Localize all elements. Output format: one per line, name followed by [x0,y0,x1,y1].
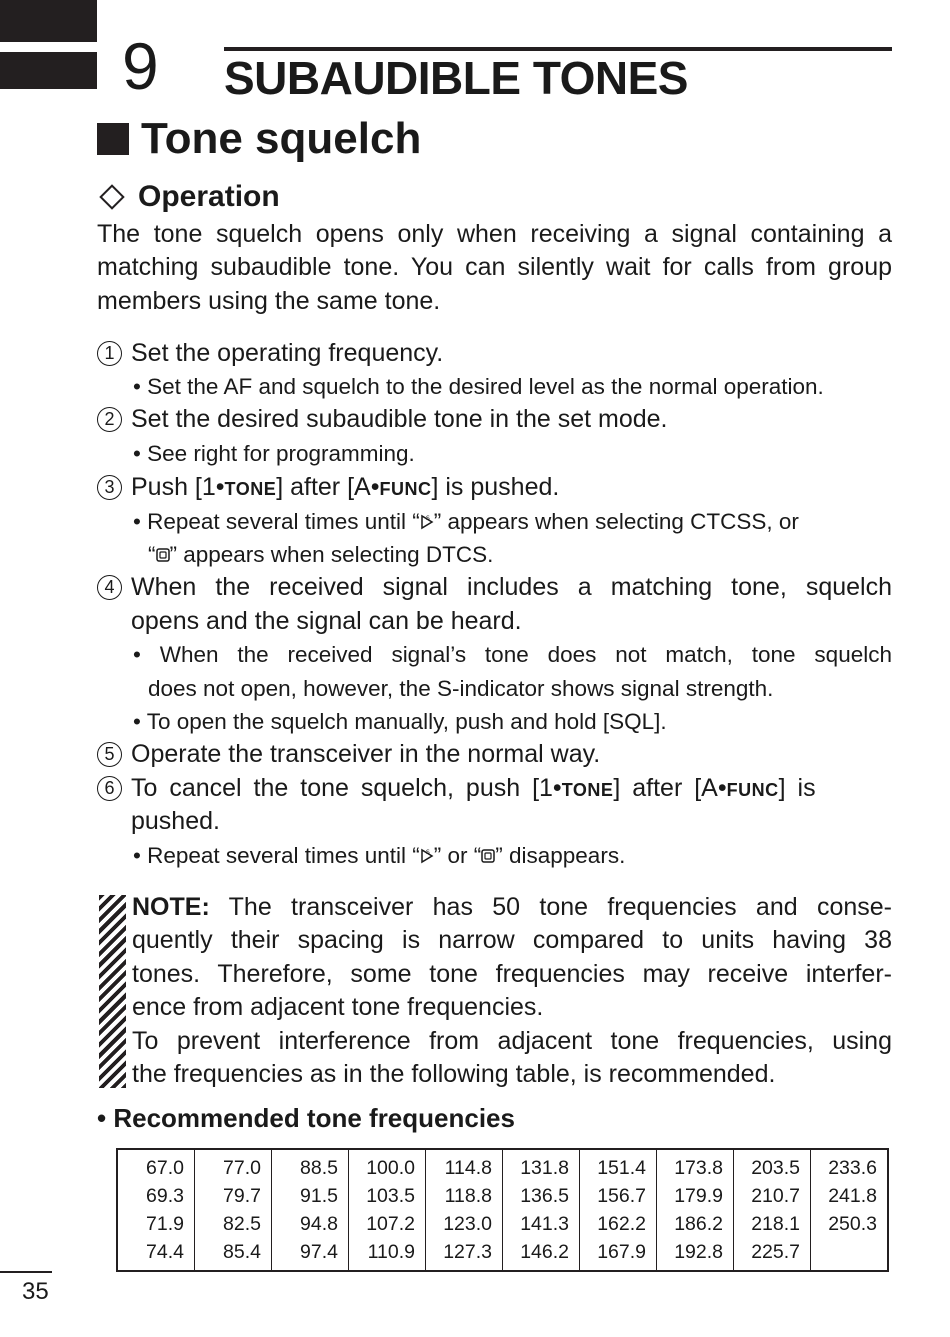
step-1-number: 1 [97,341,122,366]
step-4-sub-1: • When the received signal’s tone does not match, tone squelch [133,642,892,667]
table-cell: 203.5 [751,1157,800,1179]
table-cell: 88.5 [300,1157,338,1179]
table-column [811,1149,889,1271]
dtcs-icon [481,840,495,856]
table-cell-empty [815,1238,877,1266]
note-line-6: the frequencies as in the following table, is recommended. [132,1060,776,1088]
step-3-sub-1-a: • Repeat several times until “ [133,509,420,534]
table-column [349,1149,426,1271]
table-cell: 192.8 [674,1241,723,1263]
note-line-2: quently their spacing is narrow compared to units having 38 [132,926,892,954]
table-cell: 77.0 [223,1157,261,1179]
note-hatch-bar [99,895,126,1088]
step-6-text [131,772,816,808]
chapter-edge-tab-bottom [0,52,97,89]
table-cell: 118.8 [444,1185,492,1207]
step-4-number: 4 [97,575,122,600]
step-4-sub-2: does not open, however, the S-indicator shows signal strength. [148,676,774,701]
table-cell: 82.5 [223,1213,261,1235]
table-cell: 210.7 [751,1185,800,1207]
table-cell: 241.8 [828,1185,877,1207]
table-cell: 85.4 [223,1241,261,1263]
note-line-5: To prevent interference from adjacent tone frequencies, using [132,1027,892,1055]
table-cell: 100.0 [366,1157,415,1179]
table-cell: 233.6 [828,1157,877,1179]
step-2-text: Set the desired subaudible tone in the set mode. [131,405,668,433]
intro-line-3: members using the same tone. [97,287,441,315]
step-6-sub-1-b: ” or “ [433,843,482,868]
table-cell: 218.1 [751,1213,800,1235]
subsection-title: Operation [138,180,280,213]
tone-squelch-icon [420,506,434,522]
section-heading [97,116,421,162]
table-cell: 225.7 [751,1241,800,1263]
step-1-sub-1: • Set the AF and squelch to the desired level as the normal operation. [133,374,824,399]
table-cell: 141.3 [520,1213,569,1235]
step-3-sub-2 [148,538,493,572]
step-3-post: ] is pushed. [431,473,560,501]
table-cell: 114.8 [444,1157,492,1179]
chapter-title: SUBAUDIBLE TONES [224,52,688,104]
table-cell: 69.3 [146,1185,184,1207]
table-column [272,1149,349,1271]
table-cell: 179.9 [674,1185,723,1207]
step-6-sub-1-a: • Repeat several times until “ [133,843,420,868]
step-6-post: ] is [778,774,816,802]
table-cell: 74.4 [146,1241,184,1263]
func-key-label: FUNC [379,479,432,499]
step-6-mid: ] after [A• [613,774,727,802]
svg-text:S: S [425,515,430,522]
page-number: 35 [22,1278,49,1305]
table-cell: 91.5 [300,1185,338,1207]
table-cell: 146.2 [520,1241,569,1263]
table-column [503,1149,580,1271]
recommended-title: • Recommended tone frequencies [97,1103,515,1133]
step-6-pre: To cancel the tone squelch, push [1• [131,774,562,802]
table-column [734,1149,811,1271]
step-6-line-2: pushed. [131,807,220,835]
step-3-mid: ] after [A• [276,473,380,501]
step-6-sub-1-c: ” disappears. [495,843,626,868]
table-cell: 127.3 [443,1241,492,1263]
func-key-label: FUNC [726,780,779,800]
table-cell: 97.4 [300,1241,338,1263]
step-4-line-1: When the received signal includes a matching tone, squelch [131,573,892,601]
svg-text:S: S [425,849,430,856]
section-title: Tone squelch [141,114,422,163]
table-cell: 131.8 [520,1157,569,1179]
note-line-3: tones. Therefore, some tone frequencies may receive interfer- [132,960,892,988]
table-cell: 136.5 [520,1185,569,1207]
step-3-number: 3 [97,475,122,500]
table-cell: 151.4 [597,1157,646,1179]
tone-key-label: TONE [224,479,277,499]
tone-frequency-table [116,1148,889,1272]
table-cell: 156.7 [597,1185,646,1207]
table-column [580,1149,657,1271]
tone-squelch-icon [420,840,434,856]
step-6-number: 6 [97,776,122,801]
tone-key-label: TONE [561,780,614,800]
chapter-rule [224,47,892,51]
table-cell: 123.0 [443,1213,492,1235]
step-3-pre: Push [1• [131,473,225,501]
step-5-number: 5 [97,742,122,767]
table-cell: 79.7 [223,1185,261,1207]
table-column [657,1149,734,1271]
table-cell: 162.2 [597,1213,646,1235]
table-column [117,1149,195,1271]
section-square-icon [97,123,129,155]
step-2-number: 2 [97,407,122,432]
step-3-sub-1-b: ” appears when selecting CTCSS, or [433,509,799,534]
table-cell: 250.3 [828,1213,877,1235]
table-cell: 107.2 [366,1213,415,1235]
note-line-1-text: The transceiver has 50 tone frequencies and conse- [209,893,892,921]
subsection-heading [97,180,280,214]
table-cell: 103.5 [366,1185,415,1207]
table-cell: 110.9 [367,1241,415,1263]
table-column [195,1149,272,1271]
step-6-sub-1 [133,839,625,873]
dtcs-icon [156,539,170,555]
diamond-icon [99,184,124,209]
chapter-number: 9 [122,29,159,103]
step-4-sub-3: • To open the squelch manually, push and hold [SQL]. [133,709,667,734]
intro-line-1: The tone squelch opens only when receiving a signal containing a [97,220,892,248]
step-3-sub-2-b: ” appears when selecting DTCS. [169,542,494,567]
step-3-sub-2-a: “ [148,542,156,567]
table-cell: 167.9 [597,1241,646,1263]
step-4-line-2: opens and the signal can be heard. [131,607,522,635]
note-line-1 [132,891,892,925]
step-5-text: Operate the transceiver in the normal way. [131,740,601,768]
chapter-edge-tab-top [0,0,97,42]
note-line-4: ence from adjacent tone frequencies. [132,993,544,1021]
table-cell: 71.9 [146,1213,184,1235]
step-1-text: Set the operating frequency. [131,339,444,367]
step-2-sub-1: • See right for programming. [133,441,415,466]
table-row [117,1149,888,1271]
intro-line-2: matching subaudible tone. You can silently wait for calls from group [97,253,892,281]
step-3-sub-1 [133,505,799,539]
table-column [426,1149,503,1271]
table-cell: 186.2 [674,1213,723,1235]
table-cell: 67.0 [146,1157,184,1179]
step-3-text [131,471,559,507]
page-number-rule [0,1271,52,1273]
table-cell: 173.8 [674,1157,723,1179]
note-label: NOTE: [132,893,210,921]
table-cell: 94.8 [300,1213,338,1235]
